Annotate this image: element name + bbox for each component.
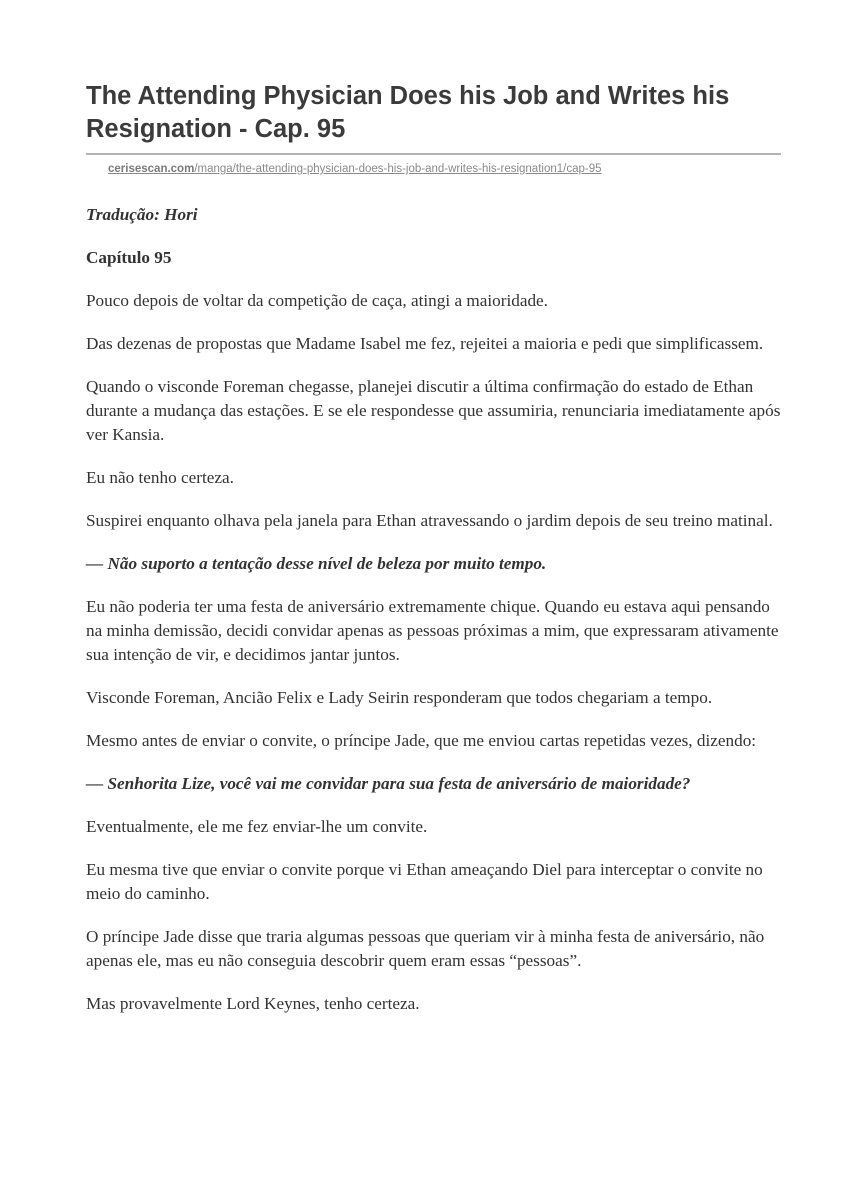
paragraph: Das dezenas de propostas que Madame Isabel me fez, rejeitei a maioria e pedi que simplificassem. <box>86 334 764 353</box>
source-link[interactable] <box>108 162 602 176</box>
paragraph: Mesmo antes de enviar o convite, o príncipe Jade, que me enviou cartas repetidas vezes, dizendo: <box>86 731 757 750</box>
source-domain[interactable]: cerisescan.com <box>108 163 195 175</box>
chapter-heading: Capítulo 95 <box>86 248 172 267</box>
paragraph: Visconde Foreman, Ancião Felix e Lady Seirin responderam que todos chegariam a tempo. <box>86 688 713 707</box>
paragraph: Eu mesma tive que enviar o convite porque vi Ethan ameaçando Diel para interceptar o convite no meio do caminho. <box>86 860 763 903</box>
paragraph: Pouco depois de voltar da competição de caça, atingi a maioridade. <box>86 291 548 310</box>
paragraph: Mas provavelmente Lord Keynes, tenho certeza. <box>86 994 420 1013</box>
translator-credit: Tradução: Hori <box>86 205 198 224</box>
dialogue-line: — Não suporto a tentação desse nível de beleza por muito tempo. <box>86 554 547 573</box>
title-divider <box>86 153 781 155</box>
dialogue-line: — Senhorita Lize, você vai me convidar para sua festa de aniversário de maioridade? <box>86 774 691 793</box>
paragraph: O príncipe Jade disse que traria algumas pessoas que queriam vir à minha festa de aniversário, não apenas ele, mas eu não conseguia descobrir quem eram essas “pessoas”. <box>86 927 765 970</box>
paragraph: Eu não poderia ter uma festa de aniversário extremamente chique. Quando eu estava aqui pensando na minha demissão, decidi convidar apenas as pessoas próximas a mim, que expressaram ativamente sua intenção de vir, e decidimos jantar juntos. <box>86 597 779 664</box>
paragraph: Suspirei enquanto olhava pela janela para Ethan atravessando o jardim depois de seu treino matinal. <box>86 511 773 530</box>
page-title: The Attending Physician Does his Job and Writes his Resignation - Cap. 95 <box>86 82 730 143</box>
chapter-content <box>86 203 786 1035</box>
paragraph: Eu não tenho certeza. <box>86 468 234 487</box>
paragraph: Quando o visconde Foreman chegasse, planejei discutir a última confirmação do estado de Ethan durante a mudança das estações. E se ele respondesse que assumiria, renunciaria imediatamente após ver Kansia. <box>86 377 781 444</box>
source-path[interactable]: /manga/the-attending-physician-does-his-job-and-writes-his-resignation1/cap-95 <box>194 163 602 175</box>
paragraph: Eventualmente, ele me fez enviar-lhe um convite. <box>86 817 428 836</box>
